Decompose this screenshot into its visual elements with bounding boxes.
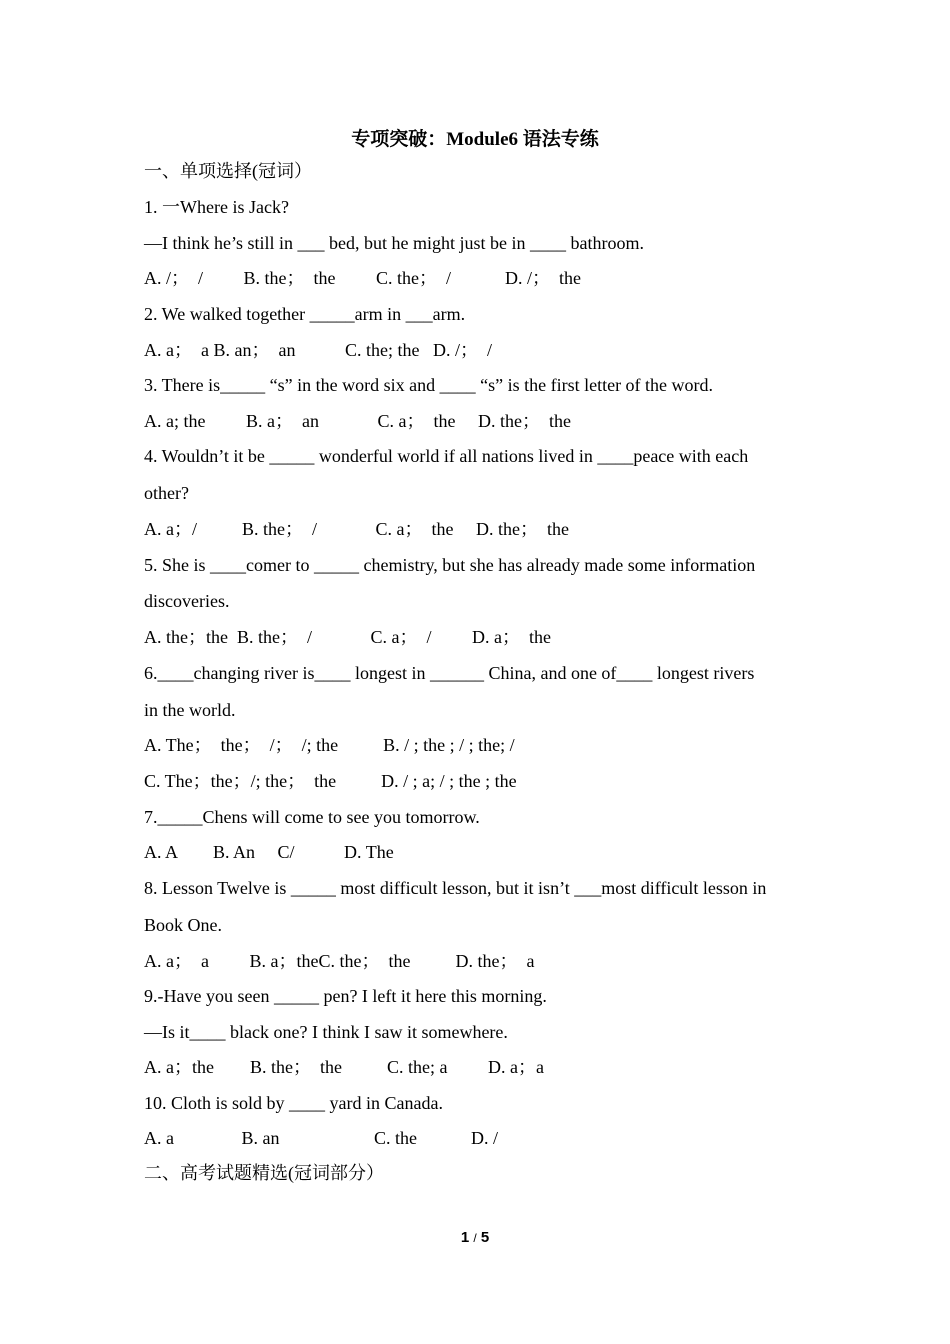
section-heading-gaokao: 二、高考试题精选(冠词部分） <box>144 1163 384 1183</box>
question-7-options: A. A B. An C/ D. The <box>144 842 394 862</box>
document-title: 专项突破：Module6 语法专练 <box>351 129 599 150</box>
question-9-line-1: 9.-Have you seen _____ pen? I left it here this morning. <box>144 986 547 1006</box>
page-footer <box>0 1229 950 1246</box>
question-2: 2. We walked together _____arm in ___arm. <box>144 304 466 324</box>
question-9-line-2: —Is it____ black one? I think I saw it somewhere. <box>144 1022 508 1042</box>
question-5-line-2: discoveries. <box>144 591 230 611</box>
question-5-options: A. the；the B. the； / C. a； / D. a； the <box>144 627 551 647</box>
question-6-options-ab: A. The； the； /； /; the B. / ; the ; / ; the; / <box>144 735 515 755</box>
question-8-line-1: 8. Lesson Twelve is _____ most difficult lesson, but it isn’t ___most difficult lesson in <box>144 878 767 898</box>
question-4-options: A. a；/ B. the； / C. a； the D. the； the <box>144 519 569 539</box>
question-6-options-cd: C. The；the；/; the； the D. / ; a; / ; the ; the <box>144 771 517 791</box>
question-10: 10. Cloth is sold by ____ yard in Canada. <box>144 1093 443 1113</box>
question-1-line-2: —I think he’s still in ___ bed, but he might just be in ____ bathroom. <box>144 233 644 253</box>
question-8-line-2: Book One. <box>144 915 222 935</box>
question-2-options: A. a； a B. an； an C. the; the D. /； / <box>144 340 492 360</box>
question-3-options: A. a; the B. a； an C. a； the D. the； the <box>144 411 571 431</box>
question-7: 7._____Chens will come to see you tomorrow. <box>144 807 480 827</box>
question-6-line-2: in the world. <box>144 700 236 720</box>
question-1-options: A. /； / B. the； the C. the； / D. /； the <box>144 268 581 288</box>
question-4-line-1: 4. Wouldn’t it be _____ wonderful world if all nations lived in ____peace with each <box>144 446 749 466</box>
current-page-number: 1 <box>460 1229 470 1246</box>
question-10-options: A. a B. an C. the D. / <box>144 1128 498 1148</box>
question-9-options: A. a；the B. the； the C. the; a D. a；a <box>144 1057 544 1077</box>
question-4-line-2: other? <box>144 483 189 503</box>
question-3: 3. There is_____ “s” in the word six and ____ “s” is the first letter of the word. <box>144 375 714 395</box>
section-heading-single-choice: 一、单项选择(冠词） <box>144 161 312 181</box>
page-separator: / <box>473 1231 477 1245</box>
question-5-line-1: 5. She is ____comer to _____ chemistry, but she has already made some information <box>144 555 756 575</box>
question-1-line-1: 1. 一Where is Jack? <box>144 197 289 217</box>
question-8-options: A. a； a B. a；theC. the； the D. the； a <box>144 951 535 971</box>
total-page-count: 5 <box>480 1229 490 1246</box>
question-6-line-1: 6.____changing river is____ longest in ______ China, and one of____ longest rivers <box>144 663 755 683</box>
